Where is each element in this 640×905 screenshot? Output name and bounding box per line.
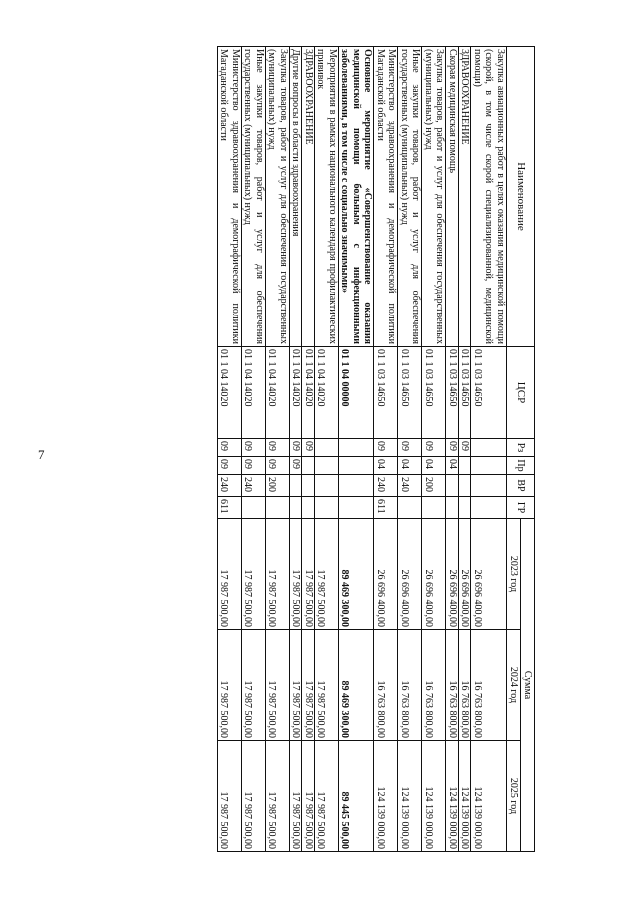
row-sum-2024: 17 987 500,00 — [218, 630, 242, 741]
row-rz: 09 — [302, 439, 315, 457]
row-sum-2023: 17 987 500,00 — [290, 519, 303, 630]
header-2025: 2025 год — [507, 741, 521, 852]
header-gr: ГР — [507, 497, 535, 519]
table-row — [459, 47, 472, 852]
row-sum-2023: 26 696 400,00 — [446, 519, 459, 630]
table-row — [339, 47, 375, 852]
row-sum-2023: 17 987 500,00 — [266, 519, 290, 630]
row-sum-2024: 17 987 500,00 — [290, 630, 303, 741]
row-rz — [339, 439, 375, 457]
row-name: ЗДРАВООХРАНЕНИЕ — [302, 47, 315, 347]
row-gr: 611 — [218, 497, 242, 519]
row-sum-2023: 17 987 500,00 — [218, 519, 242, 630]
row-sum-2024: 17 987 500,00 — [315, 630, 339, 741]
row-name: Мероприятия в рамках национального календаря профилактических прививок — [315, 47, 339, 347]
header-2023: 2023 год — [507, 519, 521, 630]
row-sum-2024: 16 763 800,00 — [422, 630, 446, 741]
header-csr: ЦСР — [507, 347, 535, 439]
row-csr: 01 1 03 14650 — [446, 347, 459, 439]
row-csr: 01 1 03 14650 — [398, 347, 422, 439]
row-gr — [302, 497, 315, 519]
row-name: Иные закупки товаров, работ и услуг для обеспечения государственных (муниципальных) нужд — [242, 47, 266, 347]
row-name: Иные закупки товаров, работ и услуг для обеспечения государственных (муниципальных) нужд — [398, 47, 422, 347]
row-gr — [459, 497, 472, 519]
table-row — [302, 47, 315, 852]
table-row — [242, 47, 266, 852]
row-sum-2025: 124 139 000,00 — [471, 741, 507, 852]
row-rz: 09 — [218, 439, 242, 457]
row-sum-2025: 17 987 500,00 — [302, 741, 315, 852]
row-sum-2023: 17 987 500,00 — [242, 519, 266, 630]
row-csr: 01 1 03 14650 — [374, 347, 398, 439]
row-name: Закупка авиационных работ в целях оказания медицинской помощи (скорой, в том числе скорой специализированной, медицинской помощи) — [471, 47, 507, 347]
row-sum-2025: 17 987 500,00 — [218, 741, 242, 852]
row-name: Закупка товаров, работ и услуг для обеспечения государственных (муниципальных) нужд — [266, 47, 290, 347]
row-vr — [471, 475, 507, 497]
row-pr: 04 — [446, 457, 459, 475]
row-sum-2023: 26 696 400,00 — [398, 519, 422, 630]
table-row — [471, 47, 507, 852]
header-rz: Рз — [507, 439, 535, 457]
row-rz: 09 — [422, 439, 446, 457]
row-sum-2025: 124 139 000,00 — [459, 741, 472, 852]
row-sum-2023: 17 987 500,00 — [315, 519, 339, 630]
row-vr — [459, 475, 472, 497]
row-pr: 09 — [290, 457, 303, 475]
table-row — [266, 47, 290, 852]
row-rz — [315, 439, 339, 457]
table-row — [290, 47, 303, 852]
row-pr — [471, 457, 507, 475]
row-sum-2025: 17 987 500,00 — [290, 741, 303, 852]
row-csr: 01 1 04 14020 — [290, 347, 303, 439]
row-sum-2024: 16 763 800,00 — [446, 630, 459, 741]
row-vr — [315, 475, 339, 497]
row-vr: 240 — [374, 475, 398, 497]
row-pr: 04 — [374, 457, 398, 475]
row-name: Закупка товаров, работ и услуг для обеспечения государственных (муниципальных) нужд — [422, 47, 446, 347]
row-vr — [290, 475, 303, 497]
table-row — [315, 47, 339, 852]
header-name: Наименование — [507, 47, 535, 347]
row-rz: 09 — [242, 439, 266, 457]
row-csr: 01 1 04 14020 — [218, 347, 242, 439]
row-pr: 04 — [422, 457, 446, 475]
row-rz: 09 — [446, 439, 459, 457]
row-rz: 09 — [398, 439, 422, 457]
row-sum-2025: 89 445 500,00 — [339, 741, 375, 852]
header-vr: ВР — [507, 475, 535, 497]
row-gr — [266, 497, 290, 519]
table-row — [218, 47, 242, 852]
row-sum-2023: 26 696 400,00 — [459, 519, 472, 630]
row-sum-2023: 89 469 300,00 — [339, 519, 375, 630]
row-pr — [459, 457, 472, 475]
row-sum-2024: 89 469 300,00 — [339, 630, 375, 741]
row-sum-2025: 124 139 000,00 — [446, 741, 459, 852]
row-pr — [302, 457, 315, 475]
row-gr: 611 — [374, 497, 398, 519]
row-csr: 01 1 04 14020 — [266, 347, 290, 439]
row-csr: 01 1 03 14650 — [459, 347, 472, 439]
row-rz — [471, 439, 507, 457]
row-sum-2024: 16 763 800,00 — [471, 630, 507, 741]
row-rz: 09 — [459, 439, 472, 457]
row-pr: 04 — [398, 457, 422, 475]
row-name: Министерство здравоохранения и демографической политики Магаданской области — [218, 47, 242, 347]
row-sum-2023: 26 696 400,00 — [374, 519, 398, 630]
row-vr — [446, 475, 459, 497]
row-sum-2025: 17 987 500,00 — [315, 741, 339, 852]
row-pr: 09 — [266, 457, 290, 475]
row-rz: 09 — [374, 439, 398, 457]
header-sum: Сумма — [521, 519, 535, 852]
table-row — [374, 47, 398, 852]
row-sum-2024: 16 763 800,00 — [459, 630, 472, 741]
row-vr: 200 — [266, 475, 290, 497]
row-name: Министерство здравоохранения и демографической политики Магаданской области — [374, 47, 398, 347]
row-rz: 09 — [266, 439, 290, 457]
row-sum-2023: 26 696 400,00 — [471, 519, 507, 630]
row-name: Основное мероприятие «Совершенствование оказания медицинской помощи больным с инфекционными заболеваниями, в том числе с социально значимыми» — [339, 47, 375, 347]
row-vr — [302, 475, 315, 497]
row-csr: 01 1 03 14650 — [471, 347, 507, 439]
row-gr — [446, 497, 459, 519]
row-vr: 240 — [242, 475, 266, 497]
row-vr: 240 — [398, 475, 422, 497]
row-gr — [471, 497, 507, 519]
row-pr: 09 — [218, 457, 242, 475]
row-name: Другие вопросы в области здравоохранения — [290, 47, 303, 347]
table-row — [422, 47, 446, 852]
row-csr: 01 1 04 00000 — [339, 347, 375, 439]
header-pr: Пр — [507, 457, 535, 475]
row-gr — [398, 497, 422, 519]
row-csr: 01 1 04 14020 — [302, 347, 315, 439]
row-gr — [290, 497, 303, 519]
row-gr — [315, 497, 339, 519]
row-sum-2023: 26 696 400,00 — [422, 519, 446, 630]
page-number: 7 — [38, 447, 45, 462]
row-sum-2025: 124 139 000,00 — [374, 741, 398, 852]
row-name: Скорая медицинская помощь — [446, 47, 459, 347]
row-sum-2024: 17 987 500,00 — [302, 630, 315, 741]
row-pr — [339, 457, 375, 475]
row-csr: 01 1 03 14650 — [422, 347, 446, 439]
header-2024: 2024 год — [507, 630, 521, 741]
row-name: ЗДРАВООХРАНЕНИЕ — [459, 47, 472, 347]
row-rz: 09 — [290, 439, 303, 457]
row-vr: 240 — [218, 475, 242, 497]
row-sum-2025: 124 139 000,00 — [398, 741, 422, 852]
row-sum-2025: 17 987 500,00 — [242, 741, 266, 852]
row-vr: 200 — [422, 475, 446, 497]
row-sum-2023: 17 987 500,00 — [302, 519, 315, 630]
budget-table — [217, 46, 535, 852]
row-sum-2025: 124 139 000,00 — [422, 741, 446, 852]
row-sum-2024: 16 763 800,00 — [374, 630, 398, 741]
row-csr: 01 1 04 14020 — [315, 347, 339, 439]
rotated-budget-table — [94, 46, 535, 851]
row-sum-2025: 17 987 500,00 — [266, 741, 290, 852]
row-sum-2024: 17 987 500,00 — [242, 630, 266, 741]
row-csr: 01 1 04 14020 — [242, 347, 266, 439]
row-gr — [242, 497, 266, 519]
table-row — [398, 47, 422, 852]
row-pr: 09 — [242, 457, 266, 475]
row-sum-2024: 17 987 500,00 — [266, 630, 290, 741]
row-pr — [315, 457, 339, 475]
row-gr — [422, 497, 446, 519]
table-row — [446, 47, 459, 852]
row-sum-2024: 16 763 800,00 — [398, 630, 422, 741]
row-gr — [339, 497, 375, 519]
row-vr — [339, 475, 375, 497]
